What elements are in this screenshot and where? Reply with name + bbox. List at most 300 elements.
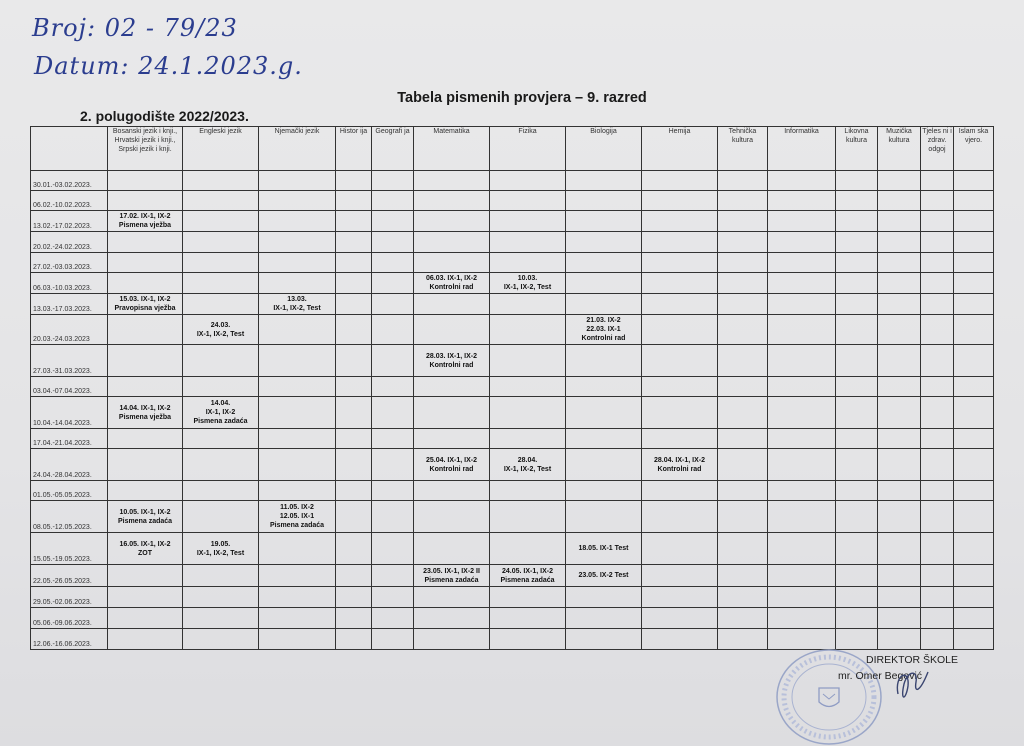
week-cell: 05.06.-09.06.2023. xyxy=(31,608,108,629)
exam-entry-cell xyxy=(414,565,490,587)
exam-entry-line: IX-1, IX-2, Test xyxy=(196,549,245,557)
empty-cell xyxy=(768,345,836,377)
empty-cell xyxy=(336,253,372,273)
table-row xyxy=(31,533,994,565)
exam-entry-cell xyxy=(259,501,336,533)
empty-cell xyxy=(259,449,336,481)
empty-cell xyxy=(768,587,836,608)
empty-cell xyxy=(954,171,994,191)
empty-cell xyxy=(336,629,372,650)
empty-cell xyxy=(718,315,768,345)
empty-cell xyxy=(183,191,259,211)
empty-cell xyxy=(768,501,836,533)
week-cell: 12.06.-16.06.2023. xyxy=(31,629,108,650)
empty-cell xyxy=(108,273,183,294)
empty-cell xyxy=(259,481,336,501)
empty-cell xyxy=(768,211,836,232)
empty-cell xyxy=(108,377,183,397)
empty-cell xyxy=(768,449,836,481)
empty-cell xyxy=(259,397,336,429)
empty-cell xyxy=(878,273,921,294)
empty-cell xyxy=(954,587,994,608)
exam-entry-cell xyxy=(490,449,566,481)
empty-cell xyxy=(878,171,921,191)
empty-cell xyxy=(921,273,954,294)
empty-cell xyxy=(490,232,566,253)
empty-cell xyxy=(259,232,336,253)
empty-cell xyxy=(642,191,718,211)
exam-entry-line: 28.04. xyxy=(517,456,538,464)
empty-cell xyxy=(718,232,768,253)
week-cell: 20.03.-24.03.2023 xyxy=(31,315,108,345)
week-cell: 15.05.-19.05.2023. xyxy=(31,533,108,565)
empty-cell xyxy=(183,273,259,294)
empty-cell xyxy=(566,232,642,253)
empty-cell xyxy=(414,377,490,397)
empty-cell xyxy=(836,449,878,481)
empty-cell xyxy=(921,345,954,377)
exam-entry-cell xyxy=(259,294,336,315)
empty-cell xyxy=(768,429,836,449)
empty-cell xyxy=(878,211,921,232)
empty-cell xyxy=(490,629,566,650)
exam-entry-line: Kontrolni rad xyxy=(429,465,474,473)
week-cell: 20.02.-24.02.2023. xyxy=(31,232,108,253)
director-name: mr. Omer Begović xyxy=(838,670,923,682)
empty-cell xyxy=(108,429,183,449)
table-row xyxy=(31,449,994,481)
empty-cell xyxy=(566,273,642,294)
week-cell: 30.01.-03.02.2023. xyxy=(31,171,108,191)
header-subject: Informatika xyxy=(768,127,836,171)
empty-cell xyxy=(768,629,836,650)
empty-cell xyxy=(566,629,642,650)
empty-cell xyxy=(768,397,836,429)
header-subject: Likovna kultura xyxy=(836,127,878,171)
empty-cell xyxy=(414,191,490,211)
empty-cell xyxy=(490,253,566,273)
exam-entry-line: 18.05. IX-1 Test xyxy=(578,545,629,552)
empty-cell xyxy=(954,449,994,481)
empty-cell xyxy=(372,449,414,481)
exam-entry-line: 24.03. xyxy=(210,321,231,329)
table-row xyxy=(31,629,994,650)
empty-cell xyxy=(718,253,768,273)
exam-entry-cell xyxy=(566,533,642,565)
exam-entry-line: Pismena vježba xyxy=(118,222,172,229)
empty-cell xyxy=(336,429,372,449)
empty-cell xyxy=(490,211,566,232)
empty-cell xyxy=(954,345,994,377)
exam-entry-line: Kontrolni rad xyxy=(581,335,626,342)
empty-cell xyxy=(878,449,921,481)
empty-cell xyxy=(372,629,414,650)
week-cell: 10.04.-14.04.2023. xyxy=(31,397,108,429)
empty-cell xyxy=(108,232,183,253)
exam-entry-line: 17.02. IX-1, IX-2 xyxy=(119,213,171,220)
empty-cell xyxy=(490,377,566,397)
empty-cell xyxy=(836,232,878,253)
empty-cell xyxy=(336,565,372,587)
empty-cell xyxy=(878,232,921,253)
empty-cell xyxy=(490,481,566,501)
empty-cell xyxy=(954,253,994,273)
empty-cell xyxy=(259,253,336,273)
empty-cell xyxy=(336,273,372,294)
empty-cell xyxy=(878,481,921,501)
header-subject: Fizika xyxy=(490,127,566,171)
empty-cell xyxy=(921,211,954,232)
empty-cell xyxy=(718,587,768,608)
empty-cell xyxy=(490,171,566,191)
empty-cell xyxy=(372,294,414,315)
exam-entry-line: 28.03. IX-1, IX-2 xyxy=(426,352,477,360)
empty-cell xyxy=(878,565,921,587)
header-subject: Geografi ja xyxy=(372,127,414,171)
empty-cell xyxy=(921,449,954,481)
empty-cell xyxy=(566,294,642,315)
empty-cell xyxy=(566,377,642,397)
empty-cell xyxy=(954,629,994,650)
empty-cell xyxy=(642,533,718,565)
exam-entry-line: IX-1, IX-2, Test xyxy=(196,330,245,338)
exam-entry-line: Pismena zadaća xyxy=(193,418,248,425)
empty-cell xyxy=(566,397,642,429)
week-cell: 29.05.-02.06.2023. xyxy=(31,587,108,608)
empty-cell xyxy=(259,629,336,650)
week-cell: 24.04.-28.04.2023. xyxy=(31,449,108,481)
empty-cell xyxy=(836,315,878,345)
empty-cell xyxy=(921,377,954,397)
empty-cell xyxy=(183,171,259,191)
empty-cell xyxy=(642,253,718,273)
empty-cell xyxy=(768,171,836,191)
empty-cell xyxy=(259,587,336,608)
empty-cell xyxy=(336,211,372,232)
empty-cell xyxy=(372,191,414,211)
empty-cell xyxy=(259,565,336,587)
empty-cell xyxy=(921,481,954,501)
empty-cell xyxy=(183,253,259,273)
empty-cell xyxy=(490,397,566,429)
week-cell: 08.05.-12.05.2023. xyxy=(31,501,108,533)
empty-cell xyxy=(414,294,490,315)
empty-cell xyxy=(414,587,490,608)
empty-cell xyxy=(768,533,836,565)
empty-cell xyxy=(372,397,414,429)
handwritten-date: Datum: 24.1.2023.g. xyxy=(34,52,303,80)
empty-cell xyxy=(642,501,718,533)
week-cell: 22.05.-26.05.2023. xyxy=(31,565,108,587)
exam-entry-cell xyxy=(183,533,259,565)
exam-entry-line: ZOT xyxy=(138,549,152,557)
empty-cell xyxy=(490,294,566,315)
empty-cell xyxy=(718,211,768,232)
empty-cell xyxy=(566,449,642,481)
empty-cell xyxy=(372,273,414,294)
empty-cell xyxy=(336,377,372,397)
empty-cell xyxy=(878,397,921,429)
empty-cell xyxy=(642,377,718,397)
header-subject: Njemački jezik xyxy=(259,127,336,171)
empty-cell xyxy=(183,565,259,587)
exam-entry-line: 06.03. IX-1, IX-2 xyxy=(426,275,477,282)
exam-entry-line: Pismena zadaća xyxy=(117,517,173,525)
empty-cell xyxy=(836,429,878,449)
empty-cell xyxy=(718,565,768,587)
empty-cell xyxy=(336,501,372,533)
week-cell: 01.05.-05.05.2023. xyxy=(31,481,108,501)
empty-cell xyxy=(878,315,921,345)
empty-cell xyxy=(108,481,183,501)
table-row xyxy=(31,565,994,587)
empty-cell xyxy=(414,629,490,650)
week-cell: 13.02.-17.02.2023. xyxy=(31,211,108,232)
exam-entry-cell xyxy=(566,565,642,587)
empty-cell xyxy=(259,273,336,294)
empty-cell xyxy=(183,587,259,608)
exam-entry-line: 24.05. IX-1, IX-2 xyxy=(502,567,553,575)
empty-cell xyxy=(921,191,954,211)
exam-entry-cell xyxy=(490,273,566,294)
empty-cell xyxy=(954,533,994,565)
empty-cell xyxy=(372,211,414,232)
empty-cell xyxy=(183,449,259,481)
empty-cell xyxy=(718,397,768,429)
header-week xyxy=(31,127,108,171)
empty-cell xyxy=(566,481,642,501)
exam-entry-cell xyxy=(642,449,718,481)
empty-cell xyxy=(878,533,921,565)
empty-cell xyxy=(954,211,994,232)
empty-cell xyxy=(878,587,921,608)
empty-cell xyxy=(878,345,921,377)
exam-entry-line: 21.03. IX-2 xyxy=(586,317,621,324)
empty-cell xyxy=(414,608,490,629)
director-title: DIREKTOR ŠKOLE xyxy=(866,654,958,666)
empty-cell xyxy=(718,345,768,377)
empty-cell xyxy=(372,608,414,629)
exam-entry-line: IX-1, IX-2, Test xyxy=(503,284,552,291)
empty-cell xyxy=(921,533,954,565)
empty-cell xyxy=(372,429,414,449)
exam-entry-line: Kontrolni rad xyxy=(657,465,702,473)
exam-entry-cell xyxy=(490,565,566,587)
empty-cell xyxy=(642,294,718,315)
empty-cell xyxy=(372,481,414,501)
empty-cell xyxy=(414,397,490,429)
empty-cell xyxy=(718,481,768,501)
empty-cell xyxy=(954,232,994,253)
empty-cell xyxy=(921,315,954,345)
empty-cell xyxy=(954,397,994,429)
empty-cell xyxy=(718,171,768,191)
empty-cell xyxy=(108,565,183,587)
empty-cell xyxy=(642,429,718,449)
empty-cell xyxy=(921,294,954,315)
empty-cell xyxy=(414,501,490,533)
empty-cell xyxy=(414,533,490,565)
exam-entry-cell xyxy=(414,345,490,377)
table-row xyxy=(31,191,994,211)
empty-cell xyxy=(836,345,878,377)
exam-entry-line: Pismena zadaća xyxy=(269,522,325,529)
exam-entry-line: 14.04. xyxy=(210,400,231,407)
week-cell: 06.02.-10.02.2023. xyxy=(31,191,108,211)
exam-entry-cell xyxy=(566,315,642,345)
empty-cell xyxy=(642,345,718,377)
exam-entry-line: 19.05. xyxy=(210,540,231,548)
empty-cell xyxy=(566,253,642,273)
empty-cell xyxy=(768,232,836,253)
empty-cell xyxy=(836,211,878,232)
empty-cell xyxy=(954,429,994,449)
exam-entry-line: 23.05. IX-1, IX-2 II xyxy=(423,567,480,575)
header-subject: Matematika xyxy=(414,127,490,171)
table-row xyxy=(31,397,994,429)
table-row xyxy=(31,273,994,294)
empty-cell xyxy=(642,481,718,501)
empty-cell xyxy=(259,608,336,629)
empty-cell xyxy=(878,629,921,650)
empty-cell xyxy=(566,211,642,232)
empty-cell xyxy=(372,253,414,273)
empty-cell xyxy=(718,377,768,397)
empty-cell xyxy=(642,273,718,294)
exam-entry-line: 11.05. IX-2 xyxy=(280,504,314,511)
empty-cell xyxy=(642,315,718,345)
empty-cell xyxy=(336,481,372,501)
empty-cell xyxy=(921,608,954,629)
empty-cell xyxy=(414,171,490,191)
empty-cell xyxy=(642,232,718,253)
empty-cell xyxy=(336,191,372,211)
empty-cell xyxy=(642,211,718,232)
week-cell: 03.04.-07.04.2023. xyxy=(31,377,108,397)
empty-cell xyxy=(336,315,372,345)
table-row xyxy=(31,315,994,345)
empty-cell xyxy=(490,345,566,377)
empty-cell xyxy=(372,587,414,608)
empty-cell xyxy=(878,253,921,273)
empty-cell xyxy=(566,501,642,533)
table-row xyxy=(31,377,994,397)
table-row xyxy=(31,294,994,315)
empty-cell xyxy=(718,294,768,315)
empty-cell xyxy=(768,608,836,629)
exam-entry-line: IX-1, IX-2, Test xyxy=(503,465,552,473)
empty-cell xyxy=(414,253,490,273)
empty-cell xyxy=(921,501,954,533)
exam-entry-cell xyxy=(108,501,183,533)
empty-cell xyxy=(259,377,336,397)
header-subject: Tjeles ni i zdrav. odgoj xyxy=(921,127,954,171)
empty-cell xyxy=(183,501,259,533)
empty-cell xyxy=(768,377,836,397)
table-row xyxy=(31,501,994,533)
exam-entry-cell xyxy=(183,315,259,345)
exam-entry-cell xyxy=(414,449,490,481)
header-subject: Muzička kultura xyxy=(878,127,921,171)
handwritten-signature xyxy=(884,664,944,704)
empty-cell xyxy=(336,449,372,481)
empty-cell xyxy=(954,377,994,397)
empty-cell xyxy=(336,171,372,191)
document-subtitle: 2. polugodište 2022/2023. xyxy=(80,108,249,124)
empty-cell xyxy=(108,253,183,273)
exam-entry-line: IX-1, IX-2, Test xyxy=(273,305,321,312)
empty-cell xyxy=(642,397,718,429)
empty-cell xyxy=(768,294,836,315)
empty-cell xyxy=(836,294,878,315)
empty-cell xyxy=(414,481,490,501)
empty-cell xyxy=(921,253,954,273)
table-row xyxy=(31,608,994,629)
exam-entry-cell xyxy=(108,294,183,315)
empty-cell xyxy=(259,191,336,211)
empty-cell xyxy=(718,429,768,449)
empty-cell xyxy=(414,211,490,232)
empty-cell xyxy=(108,171,183,191)
header-subject: Bosanski jezik i knji., Hrvatski jezik i knji., Srpski jezik i knji. xyxy=(108,127,183,171)
empty-cell xyxy=(921,397,954,429)
exam-entry-cell xyxy=(414,273,490,294)
exam-entry-cell xyxy=(108,397,183,429)
empty-cell xyxy=(259,533,336,565)
exam-entry-line: 10.05. IX-1, IX-2 xyxy=(119,508,171,516)
exam-entry-line: 12.05. IX-1 xyxy=(279,513,315,520)
empty-cell xyxy=(921,171,954,191)
empty-cell xyxy=(259,429,336,449)
empty-cell xyxy=(878,608,921,629)
empty-cell xyxy=(921,565,954,587)
table-row xyxy=(31,429,994,449)
empty-cell xyxy=(336,232,372,253)
empty-cell xyxy=(566,608,642,629)
empty-cell xyxy=(372,171,414,191)
empty-cell xyxy=(921,587,954,608)
empty-cell xyxy=(108,449,183,481)
exam-entry-line: 28.04. IX-1, IX-2 xyxy=(654,456,705,464)
empty-cell xyxy=(259,315,336,345)
empty-cell xyxy=(836,191,878,211)
empty-cell xyxy=(566,429,642,449)
exam-entry-line: Pravopisna vježba xyxy=(114,305,176,312)
empty-cell xyxy=(954,315,994,345)
empty-cell xyxy=(836,565,878,587)
exam-entry-line: Kontrolni rad xyxy=(429,284,474,291)
table-row xyxy=(31,171,994,191)
exam-entry-line: IX-1, IX-2 xyxy=(205,409,236,416)
empty-cell xyxy=(490,315,566,345)
empty-cell xyxy=(768,253,836,273)
empty-cell xyxy=(259,345,336,377)
empty-cell xyxy=(372,232,414,253)
empty-cell xyxy=(490,533,566,565)
empty-cell xyxy=(836,171,878,191)
empty-cell xyxy=(372,533,414,565)
empty-cell xyxy=(259,171,336,191)
exam-entry-cell xyxy=(183,397,259,429)
week-cell: 17.04.-21.04.2023. xyxy=(31,429,108,449)
empty-cell xyxy=(718,501,768,533)
header-subject: Histor ija xyxy=(336,127,372,171)
exam-entry-line: 23.05. IX-2 Test xyxy=(578,572,629,579)
empty-cell xyxy=(566,191,642,211)
empty-cell xyxy=(836,481,878,501)
empty-cell xyxy=(414,232,490,253)
table-header-row xyxy=(31,127,994,171)
